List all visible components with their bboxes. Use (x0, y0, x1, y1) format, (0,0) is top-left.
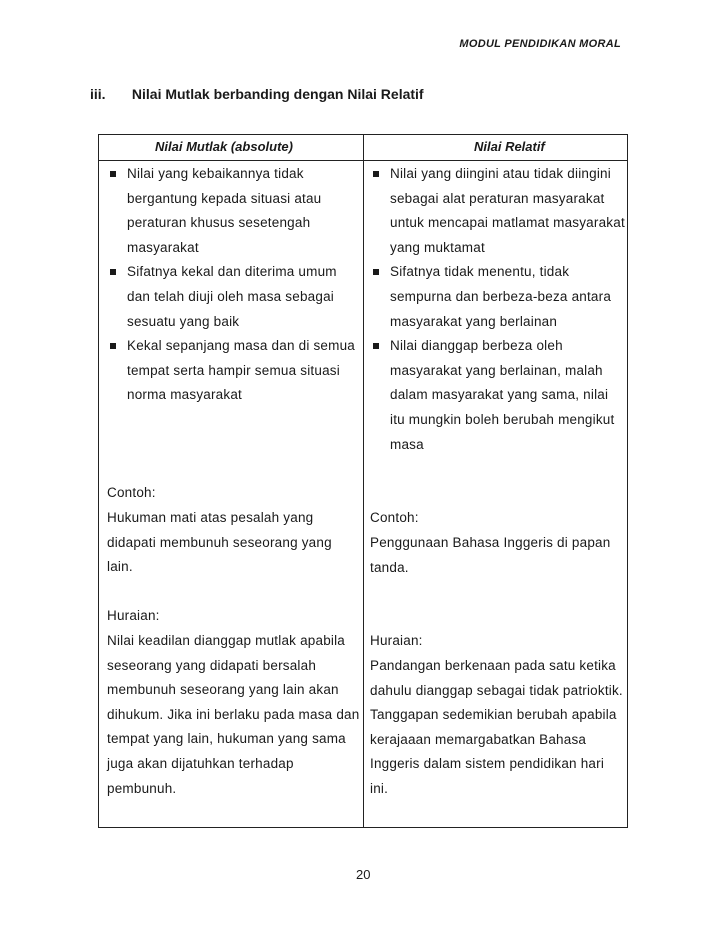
right-huraian-text: Pandangan berkenaan pada satu ketika dahulu dianggap sebagai tidak patrioktik. Tanggapan sedemikian berubah apabila kerajaaan memargabatkan Bahasa Inggeris dalam sistem pendidikan hari ini. (370, 658, 623, 796)
left-contoh-label: Contoh: (107, 485, 156, 500)
right-huraian-label: Huraian: (370, 633, 423, 648)
left-huraian-label: Huraian: (107, 608, 160, 623)
left-contoh-text: Hukuman mati atas pesalah yang didapati membunuh seseorang yang lain. (107, 510, 332, 575)
left-column (107, 162, 361, 408)
right-bullet: Nilai yang diingini atau tidak diingini sebagai alat peraturan masyarakat untuk mencapai matlamat masyarakat yang muktamat (370, 162, 626, 260)
section-title: Nilai Mutlak berbanding dengan Nilai Relatif (131, 86, 424, 102)
document-header: MODUL PENDIDIKAN MORAL (459, 38, 621, 50)
right-contoh-label: Contoh: (370, 510, 419, 525)
right-bullet-list (370, 162, 626, 457)
section-heading (90, 86, 424, 102)
right-bullet: Sifatnya tidak menentu, tidak sempurna dan berbeza-beza antara masyarakat yang berlainan (370, 260, 626, 334)
right-contoh-text: Penggunaan Bahasa Inggeris di papan tanda. (370, 535, 611, 575)
left-bullet-list (107, 162, 361, 408)
left-bullet: Nilai yang kebaikannya tidak bergantung kepada situasi atau peraturan khusus sesetengah masyarakat (107, 162, 361, 260)
page-number: 20 (356, 867, 371, 882)
comparison-table (98, 134, 628, 828)
column-divider (363, 135, 364, 827)
right-bullet: Nilai dianggap berbeza oleh masyarakat yang berlainan, malah dalam masyarakat yang sama, nilai itu mungkin boleh berubah mengikut masa (370, 334, 626, 457)
left-bullet: Sifatnya kekal dan diterima umum dan telah diuji oleh masa sebagai sesuatu yang baik (107, 260, 361, 334)
right-column (370, 162, 626, 457)
left-bullet: Kekal sepanjang masa dan di semua tempat serta hampir semua situasi norma masyarakat (107, 334, 361, 408)
header-nilai-relatif: Nilai Relatif (474, 139, 545, 154)
section-number: iii. (90, 86, 106, 102)
header-nilai-mutlak: Nilai Mutlak (absolute) (155, 139, 293, 154)
left-huraian-text: Nilai keadilan dianggap mutlak apabila seseorang yang didapati bersalah membunuh seseorang yang lain akan dihukum. Jika ini berlaku pada masa dan tempat yang lain, hukuman yang sama juga akan dijatuhkan terhadap pembunuh. (107, 633, 360, 796)
header-divider (99, 160, 627, 161)
